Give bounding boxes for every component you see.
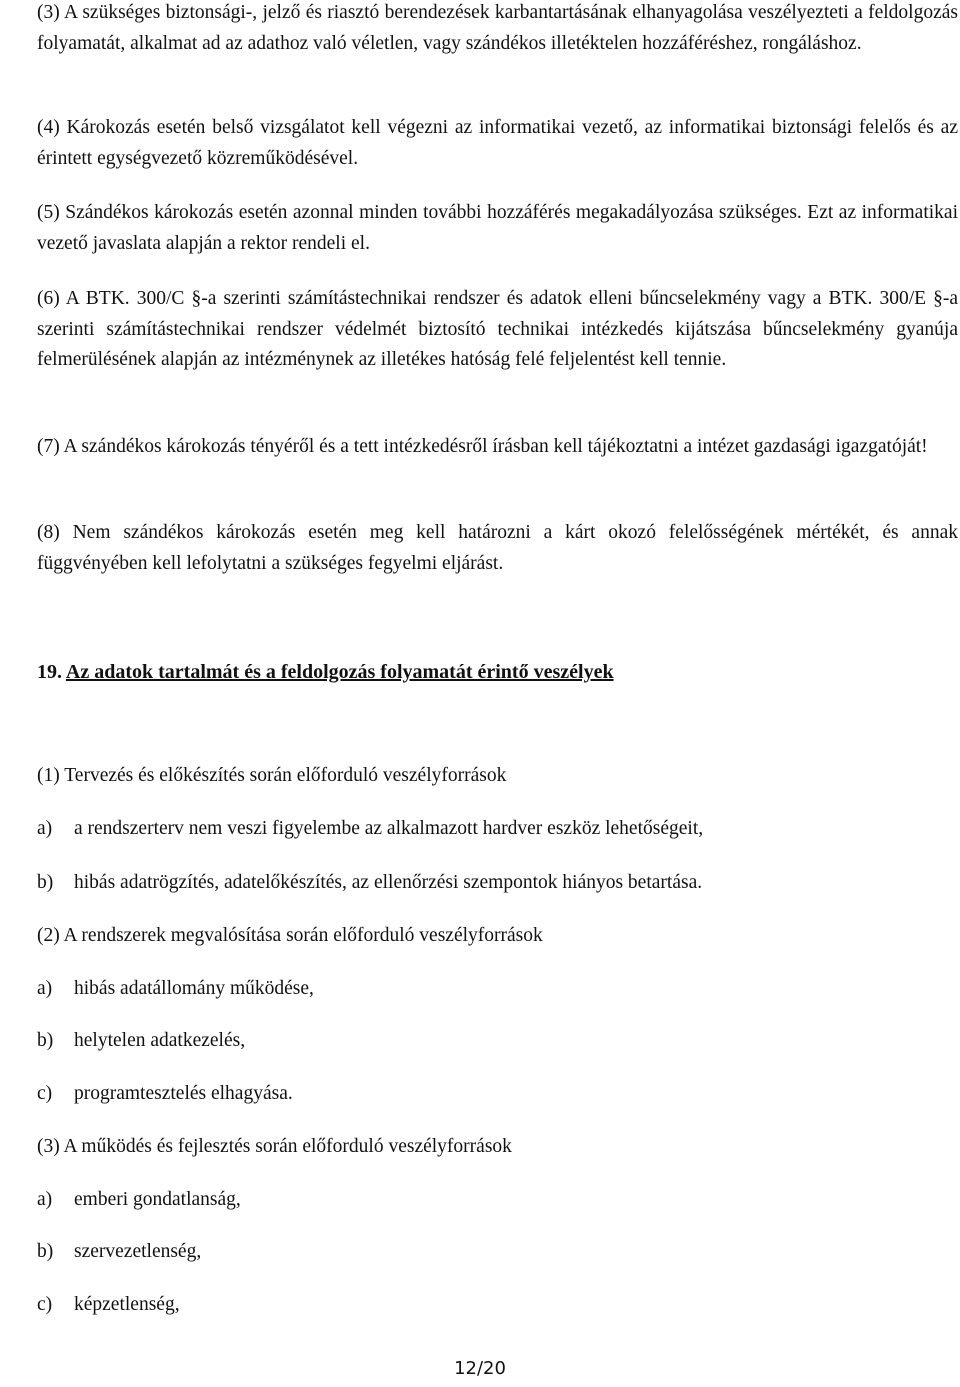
list-item-letter: a) xyxy=(37,978,53,999)
list-item-letter: c) xyxy=(37,1294,53,1315)
list-item-letter: b) xyxy=(37,1241,54,1262)
group-3-heading: (3) A működés és fejlesztés során előforduló veszélyforrások xyxy=(37,1136,512,1157)
paragraph-5: (5) Szándékos károkozás esetén azonnal minden további hozzáférés megakadályozása szükséges. Ezt az informatikai vezető javaslata alapján a rektor rendeli el. xyxy=(37,202,958,254)
list-item xyxy=(37,1290,180,1320)
paragraph-8: (8) Nem szándékos károkozás esetén meg kell határozni a kárt okozó felelősségének mértékét, és annak függvényében kell lefolytatni a szükséges fegyelmi eljárást. xyxy=(37,522,958,574)
list-item-text: emberi gondatlanság, xyxy=(74,1189,241,1210)
list-item-text: helytelen adatkezelés, xyxy=(74,1030,246,1051)
page-number: 12/20 xyxy=(454,1358,506,1379)
section-number: 19. xyxy=(37,661,62,683)
paragraph-4: (4) Károkozás esetén belső vizsgálatot kell végezni az informatikai vezető, az informatikai biztonsági felelős és az érintett egységvezető közreműködésével. xyxy=(37,117,958,169)
list-item-text: szervezetlenség, xyxy=(74,1241,202,1262)
paragraph-3: (3) A szükséges biztonsági-, jelző és riasztó berendezések karbantartásának elhanyagolása veszélyezteti a feldolgozás folyamatát, alkalmat ad az adathoz való véletlen, vagy szándékos illetéktelen hozzáféréshez, rongáláshoz. xyxy=(37,2,958,54)
list-item-text: képzetlenség, xyxy=(74,1294,180,1315)
list-item-letter: a) xyxy=(37,1189,53,1210)
section-title: Az adatok tartalmát és a feldolgozás folyamatát érintő veszélyek xyxy=(65,661,614,683)
list-item-text: programtesztelés elhagyása. xyxy=(74,1083,293,1104)
list-item-text: a rendszerterv nem veszi figyelembe az alkalmazott hardver eszköz lehetőségeit, xyxy=(74,818,704,839)
paragraph-6: (6) A BTK. 300/C §-a szerinti számítástechnikai rendszer és adatok elleni bűncselekmény vagy a BTK. 300/E §-a szerinti számítástechnikai rendszer védelmét biztosító technikai intézkedés kijátszása bűncselekmény gyanúja felmerülésének alapján az intézménynek az illetékes hatóság felé feljelentést kell tennie. xyxy=(37,288,958,370)
list-item-text: hibás adatrögzítés, adatelőkészítés, az ellenőrzési szempontok hiányos betartása. xyxy=(74,872,703,893)
section-heading xyxy=(37,657,614,687)
list-item-letter: a) xyxy=(37,818,53,839)
list-item xyxy=(37,1079,293,1109)
list-item xyxy=(37,974,314,1004)
list-item-letter: c) xyxy=(37,1083,53,1104)
list-item-text: hibás adatállomány működése, xyxy=(74,978,314,999)
list-item xyxy=(37,1237,201,1267)
paragraph-7: (7) A szándékos károkozás tényéről és a tett intézkedésről írásban kell tájékoztatni a intézet gazdasági igazgatóját! xyxy=(37,436,928,457)
list-item-letter: b) xyxy=(37,872,54,893)
group-1-heading: (1) Tervezés és előkészítés során előforduló veszélyforrások xyxy=(37,765,507,786)
list-item xyxy=(37,1185,241,1215)
group-2-heading: (2) A rendszerek megvalósítása során előforduló veszélyforrások xyxy=(37,925,543,946)
list-item xyxy=(37,1026,245,1056)
list-item xyxy=(37,814,703,844)
list-item-letter: b) xyxy=(37,1030,54,1051)
list-item xyxy=(37,868,702,898)
